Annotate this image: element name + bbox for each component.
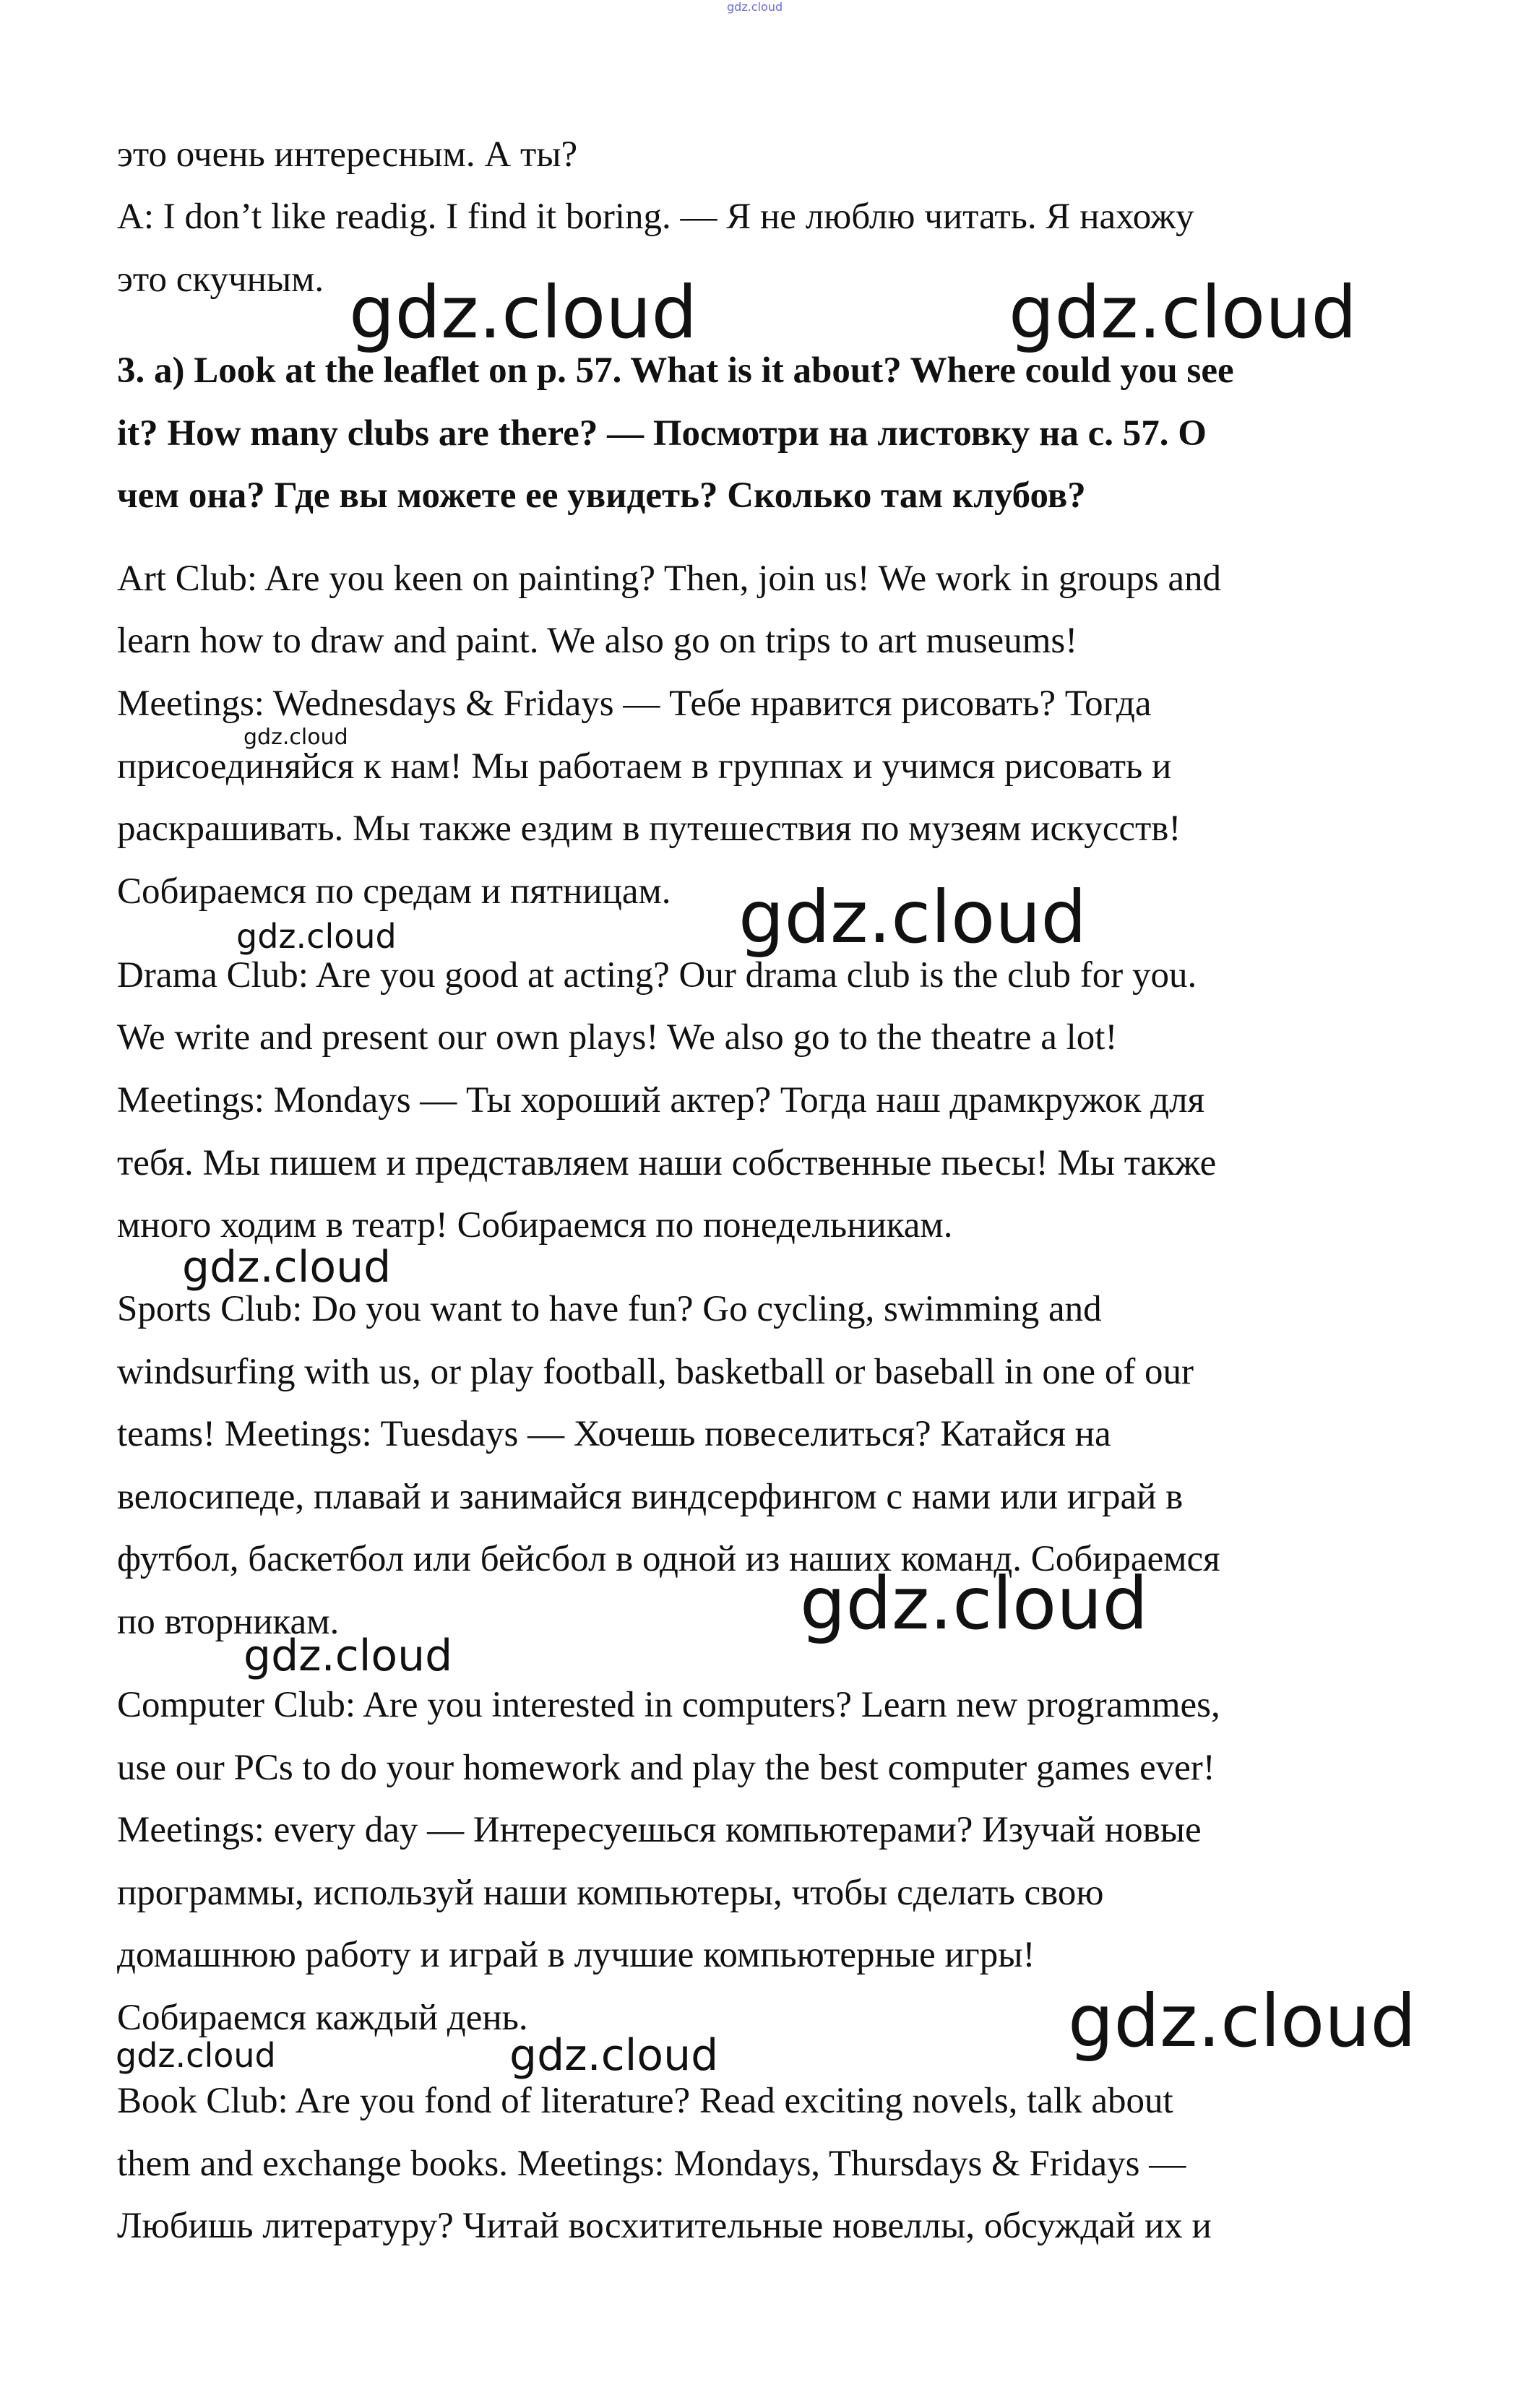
art-club-line: Собираемся по средам и пятницам. <box>117 871 671 912</box>
watermark: gdz.cloud <box>182 1242 392 1293</box>
computer-club-line: программы, используй наши компьютеры, чтобы сделать свою <box>117 1873 1104 1913</box>
drama-club-line: много ходим в театр! Собираемся по понедельникам. <box>117 1205 953 1246</box>
sports-club-line: windsurfing with us, or play football, basketball or baseball in one of our <box>117 1352 1194 1392</box>
computer-club-line: use our PCs to do your homework and play the best computer games ever! <box>117 1748 1215 1788</box>
sports-club-line: teams! Meetings: Tuesdays — Хочешь повеселиться? Катайся на <box>117 1414 1111 1454</box>
computer-club-line: домашнюю работу и играй в лучшие компьютерные игры! <box>117 1935 1035 1975</box>
watermark: gdz.cloud <box>738 875 1087 959</box>
text-line: A: I don’t like readig. I find it boring. — Я не люблю читать. Я нахожу <box>117 197 1194 237</box>
art-club-line: присоединяйся к нам! Мы работаем в группах и учимся рисовать и <box>117 746 1172 787</box>
drama-club-line: We write and present our own plays! We also go to the theatre a lot! <box>117 1017 1118 1058</box>
header-watermark: gdz.cloud <box>727 0 783 14</box>
art-club-line: Meetings: Wednesdays & Fridays — Тебе нравится рисовать? Тогда <box>117 683 1152 724</box>
watermark: gdz.cloud <box>509 2030 719 2081</box>
book-club-line: Book Club: Are you fond of literature? Read exciting novels, talk about <box>117 2081 1173 2121</box>
drama-club-line: Meetings: Mondays — Ты хороший актер? Тогда наш драмкружок для <box>117 1080 1205 1121</box>
sports-club-line: по вторникам. <box>117 1602 340 1642</box>
text-line: это скучным. <box>117 259 324 300</box>
watermark: gdz.cloud <box>243 1631 453 1681</box>
book-club-line: Любишь литературу? Читай восхитительные новеллы, обсуждай их и <box>117 2206 1212 2246</box>
computer-club-line: Собираемся каждый день. <box>117 1998 528 2038</box>
computer-club-line: Meetings: every day — Интересуешься компьютерами? Изучай новые <box>117 1810 1202 1850</box>
text-line: это очень интересным. А ты? <box>117 134 578 175</box>
drama-club-line: Drama Club: Are you good at acting? Our drama club is the club for you. <box>117 955 1197 996</box>
art-club-line: раскрашивать. Мы также ездим в путешествия по музеям искусств! <box>117 808 1181 849</box>
computer-club-line: Computer Club: Are you interested in computers? Learn new programmes, <box>117 1685 1220 1725</box>
art-club-line: Art Club: Are you keen on painting? Then, join us! We work in groups and <box>117 558 1222 599</box>
watermark: gdz.cloud <box>800 1561 1149 1646</box>
sports-club-line: футбол, баскетбол или бейсбол в одной из наших команд. Собираемся <box>117 1539 1220 1579</box>
exercise-heading-line: 3. a) Look at the leaflet on p. 57. What is it about? Where could you see <box>117 350 1234 391</box>
sports-club-line: велосипеде, плавай и занимайся виндсерфингом с нами или играй в <box>117 1477 1184 1517</box>
watermark: gdz.cloud <box>349 270 698 355</box>
exercise-heading-line: чем она? Где вы можете ее увидеть? Сколько там клубов? <box>117 475 1086 516</box>
watermark: gdz.cloud <box>1009 270 1358 355</box>
watermark: gdz.cloud <box>243 725 348 750</box>
watermark: gdz.cloud <box>116 2036 276 2075</box>
exercise-heading-line: it? How many clubs are there? — Посмотри на листовку на с. 57. О <box>117 413 1207 454</box>
drama-club-line: тебя. Мы пишем и представляем наши собственные пьесы! Мы также <box>117 1143 1217 1183</box>
watermark: gdz.cloud <box>236 917 397 956</box>
book-club-line: them and exchange books. Meetings: Mondays, Thursdays & Fridays — <box>117 2144 1186 2184</box>
art-club-line: learn how to draw and paint. We also go on trips to art museums! <box>117 621 1078 661</box>
sports-club-line: Sports Club: Do you want to have fun? Go cycling, swimming and <box>117 1289 1102 1329</box>
watermark: gdz.cloud <box>1068 1979 1417 2063</box>
